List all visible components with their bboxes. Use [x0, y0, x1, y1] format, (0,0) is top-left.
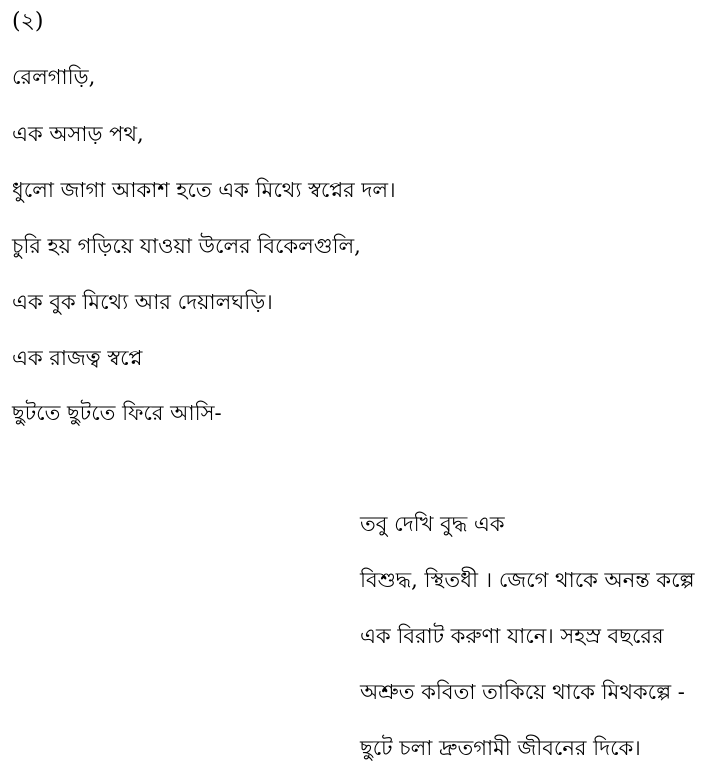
- poem-line: এক বিরাট করুণা যানে। সহস্র বছরের: [360, 624, 664, 648]
- poem-line: এক রাজত্ব স্বপ্নে: [12, 346, 143, 370]
- poem-line: তবু দেখি বুদ্ধ এক: [360, 512, 505, 536]
- poem-line: ছুটে চলা দ্রুতগামী জীবনের দিকে।: [360, 736, 641, 760]
- poem-line: রেলগাড়ি,: [12, 65, 96, 89]
- poem-line: ছুটতে ছুটতে ফিরে আসি-: [12, 401, 222, 425]
- poem-line: এক অসাড় পথ,: [12, 122, 144, 146]
- section-number: (২): [12, 9, 44, 34]
- poem-line: বিশুদ্ধ, স্থিতধী । জেগে থাকে অনন্ত কল্পে: [360, 568, 695, 592]
- poem-line: এক বুক মিথ্যে আর দেয়ালঘড়ি।: [12, 290, 273, 314]
- poem-line: অশ্রুত কবিতা তাকিয়ে থাকে মিথকল্পে -: [360, 680, 685, 704]
- poem-line: ধুলো জাগা আকাশ হতে এক মিথ্যে স্বপ্নের দল।: [12, 178, 396, 202]
- poem-line: চুরি হয় গড়িয়ে যাওয়া উলের বিকেলগুলি,: [12, 234, 361, 258]
